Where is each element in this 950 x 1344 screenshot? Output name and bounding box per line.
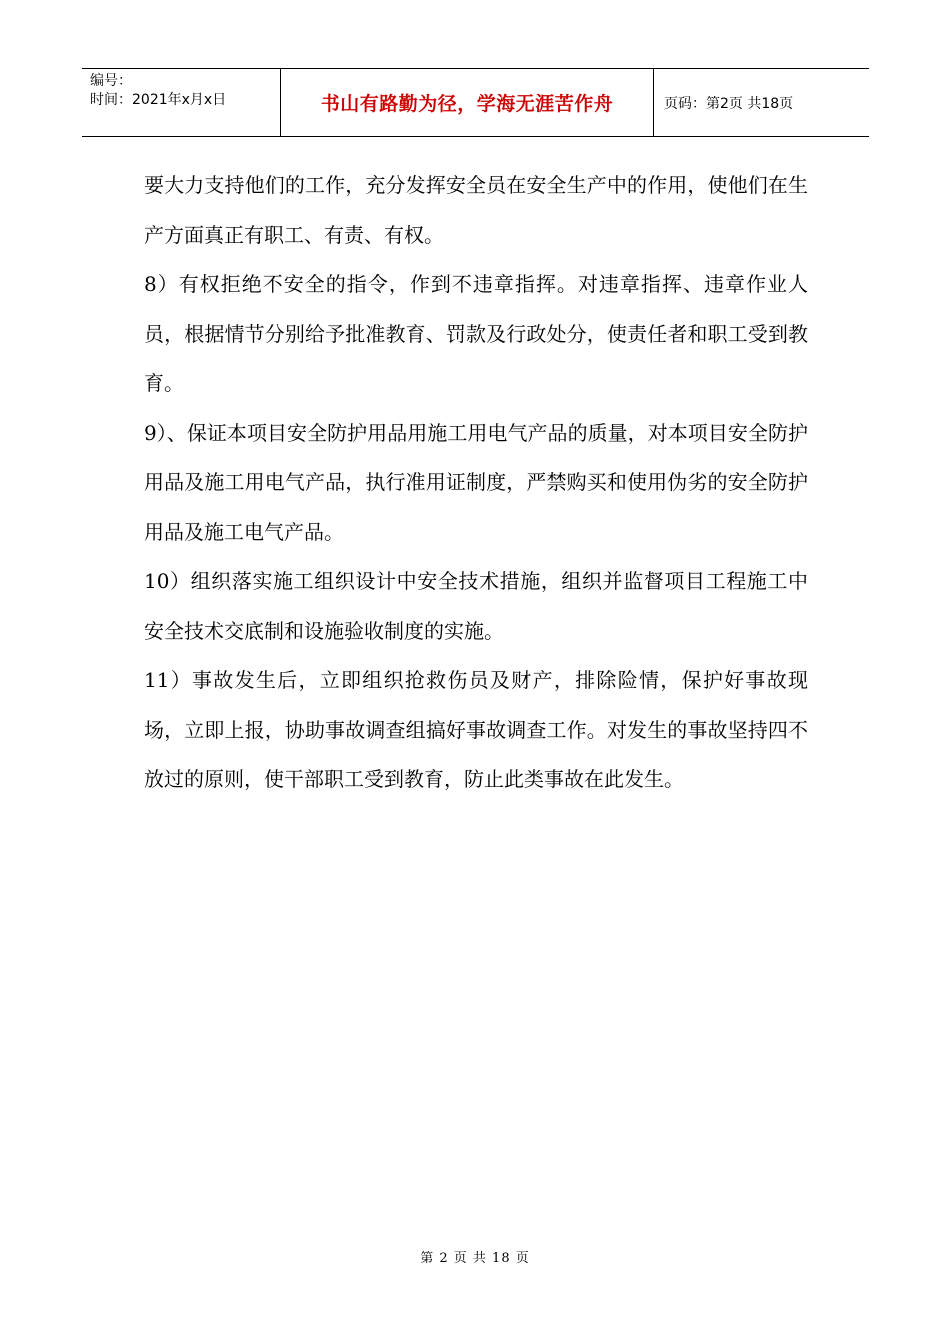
paragraph: 要大力支持他们的工作，充分发挥安全员在安全生产中的作用，使他们在生产方面真正有职工、有责、有权。 [144, 173, 808, 247]
paragraph: 9）、保证本项目安全防护用品用施工用电气产品的质量，对本项目安全防护用品及施工用电气产品，执行准用证制度，严禁购买和使用伪劣的安全防护用品及施工电气产品。 [144, 420, 808, 544]
header-meta [82, 69, 281, 136]
paragraph: 8）有权拒绝不安全的指令，作到不违章指挥。对违章指挥、违章作业人员，根据情节分别给予批准教育、罚款及行政处分，使责任者和职工受到教育。 [144, 272, 808, 395]
page-header [82, 68, 869, 137]
header-page-info: 页码：第2页 共18页 [664, 95, 794, 112]
header-motto: 书山有路勤为径，学海无涯苦作舟 [281, 69, 654, 136]
paragraph: 10）组织落实施工组织设计中安全技术措施，组织并监督项目工程施工中安全技术交底制和设施验收制度的实施。 [144, 569, 808, 643]
document-body [144, 161, 808, 805]
page-footer: 第 2 页 共 18 页 [420, 1251, 530, 1266]
document-date: 时间：2021年x月x日 [90, 92, 227, 108]
paragraph: 11）事故发生后，立即组织抢救伤员及财产，排除险情，保护好事故现场，立即上报，协助事故调查组搞好事故调查工作。对发生的事故坚持四不放过的原则，使干部职工受到教育，防止此类事故在此发生。 [144, 668, 808, 791]
document-number-label: 编号： [90, 73, 132, 89]
